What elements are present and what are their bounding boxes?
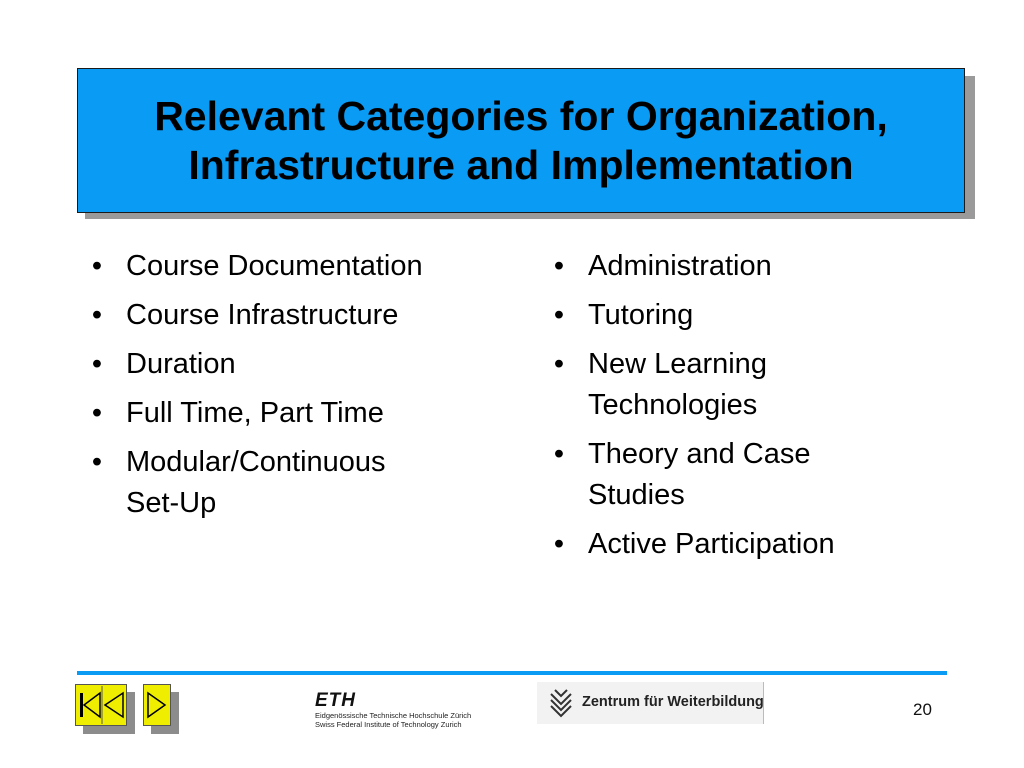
next-slide-icon [143,684,171,726]
list-item-text: New Learning Technologies [588,348,767,421]
left-bullet-list [87,246,497,532]
list-item [87,442,497,524]
list-item [549,434,949,516]
list-item-text: Course Infrastructure [126,299,399,331]
bullet-icon: • [91,446,103,478]
bullet-icon: • [553,348,565,380]
list-item [549,246,949,287]
right-bullet-list [549,246,949,573]
bullet-icon: • [91,348,103,380]
list-item [549,524,949,565]
footer-divider [77,671,947,675]
previous-slide-icon[interactable] [105,693,123,717]
eth-logo-mark: ETH [315,690,356,711]
zfw-logo-text: Zentrum für Weiterbildung [582,694,764,710]
list-item-text: Full Time, Part Time [126,397,384,429]
nav-icons [75,684,127,726]
bullet-icon: • [91,299,103,331]
list-item [549,344,949,426]
zfw-logo [537,682,764,724]
bullet-icon: • [553,528,565,560]
bullet-icon: • [553,438,565,470]
list-item [87,344,497,385]
list-item [87,246,497,287]
page-number: 20 [913,700,932,719]
list-item-text: Course Documentation [126,250,423,282]
list-item [549,295,949,336]
eth-logo-line-2: Swiss Federal Institute of Technology Zurich [315,720,462,729]
first-previous-nav-group [75,684,127,726]
title-box [77,68,965,213]
eth-logo [312,689,476,729]
first-slide-icon[interactable] [80,693,100,717]
slide-title: Relevant Categories for Organization, Infrastructure and Implementation [154,92,888,188]
bullet-icon: • [91,397,103,429]
bullet-icon: • [91,250,103,282]
list-item [87,393,497,434]
bullet-icon: • [553,250,565,282]
list-item-text: Tutoring [588,299,694,331]
list-item-text: Duration [126,348,236,380]
list-item [87,295,497,336]
list-item-text: Modular/Continuous Set-Up [126,446,386,519]
list-item-text: Active Participation [588,528,835,560]
list-item-text: Theory and Case Studies [588,438,811,511]
next-slide-button[interactable] [143,684,171,726]
list-item-text: Administration [588,250,772,282]
zfw-emblem-icon [543,682,583,724]
eth-logo-line-1: Eidgenössische Technische Hochschule Zürich [315,711,472,720]
bullet-icon: • [553,299,565,331]
